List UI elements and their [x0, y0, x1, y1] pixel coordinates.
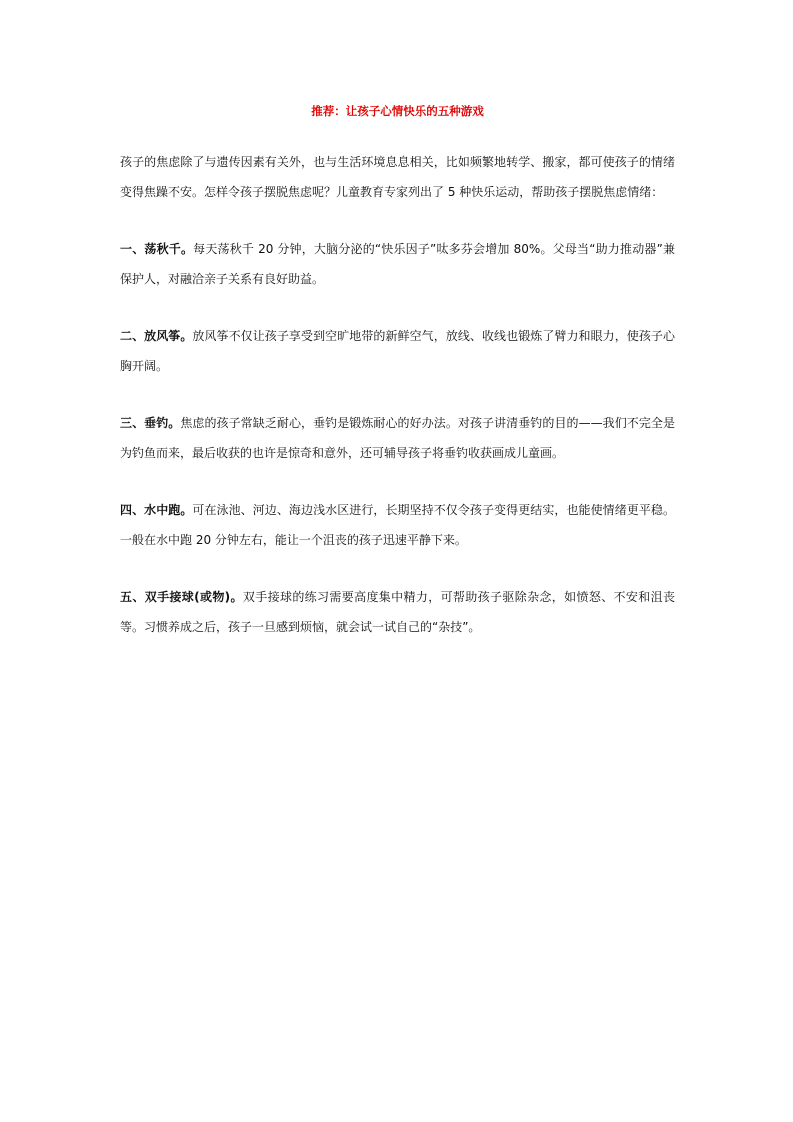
item-heading: 一、荡秋千。 — [120, 242, 194, 256]
item-water-running — [120, 495, 675, 555]
intro-paragraph: 孩子的焦虑除了与遗传因素有关外，也与生活环境息息相关，比如频繁地转学、搬家，都可使孩子的情绪变得焦躁不安。怎样令孩子摆脱焦虑呢？儿童教育专家列出了 5 种快乐运动，帮助孩子摆脱焦虑情绪： — [120, 155, 675, 199]
item-heading: 四、水中跑。 — [120, 503, 193, 517]
item-kite — [120, 321, 675, 381]
item-catching — [120, 582, 675, 642]
item-text: 可在泳池、河边、海边浅水区进行，长期坚持不仅令孩子变得更结实，也能使情绪更平稳。一般在水中跑 20 分钟左右，能让一个沮丧的孩子迅速平静下来。 — [120, 503, 675, 547]
item-text: 放风筝不仅让孩子享受到空旷地带的新鲜空气，放线、收线也锻炼了臂力和眼力，使孩子心胸开阔。 — [120, 329, 675, 373]
item-heading: 三、垂钓。 — [120, 416, 181, 430]
item-heading: 二、放风筝。 — [120, 329, 193, 343]
document-title: 推荐：让孩子心情快乐的五种游戏 — [311, 104, 484, 118]
item-text: 双手接球的练习需要高度集中精力，可帮助孩子驱除杂念，如愤怒、不安和沮丧等。习惯养成之后，孩子一旦感到烦恼，就会试一试自己的“杂技”。 — [120, 590, 675, 634]
item-text: 每天荡秋千 20 分钟，大脑分泌的“快乐因子”呔多芬会增加 80%。父母当“助力推动器”兼保护人，对融洽亲子关系有良好助益。 — [120, 242, 675, 286]
item-text: 焦虑的孩子常缺乏耐心，垂钓是锻炼耐心的好办法。对孩子讲清垂钓的目的——我们不完全是为钓鱼而来，最后收获的也许是惊奇和意外，还可辅导孩子将垂钓收获画成儿童画。 — [120, 416, 675, 460]
item-swing — [120, 234, 675, 294]
item-fishing — [120, 408, 675, 468]
item-heading: 五、双手接球(或物)。 — [120, 590, 243, 604]
